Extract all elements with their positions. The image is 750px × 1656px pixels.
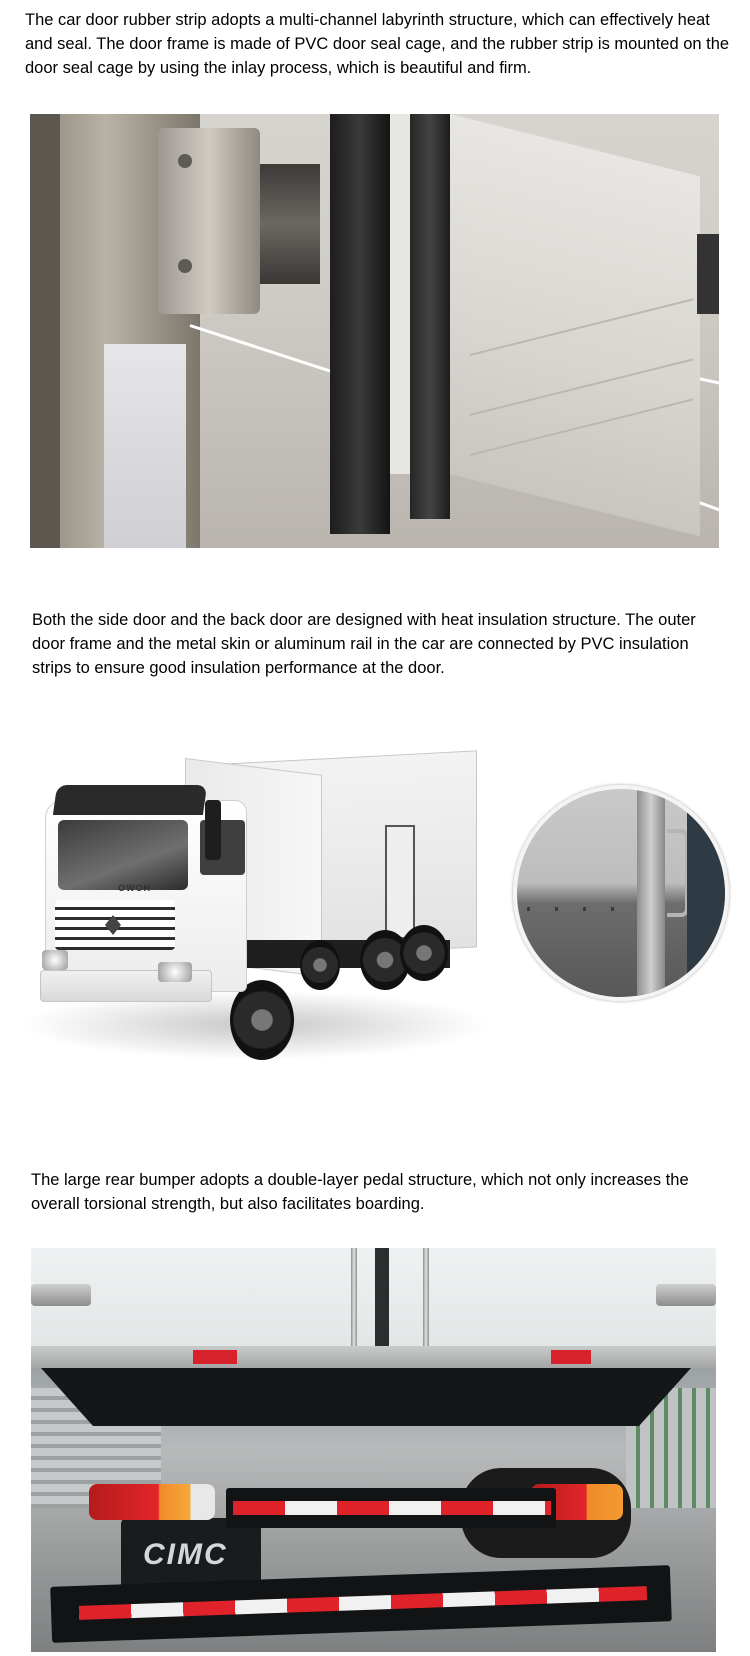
rear-bumper-paragraph: The large rear bumper adopts a double-layer pedal structure, which not only increases the overall torsional strength, but also facilitates boarding. xyxy=(31,1171,689,1213)
refrigerated-truck-photo xyxy=(0,740,750,1080)
truck-brand-label: OWOH xyxy=(118,883,151,893)
rear-bumper-photo xyxy=(31,1248,716,1652)
door-seal-photo xyxy=(30,114,719,548)
door-hinge xyxy=(158,128,260,314)
door-panel xyxy=(450,114,700,536)
insulation-paragraph: Both the side door and the back door are designed with heat insulation structure. The outer door frame and the metal skin or aluminum rail in the car are connected by PVC insulation strips to ensure good insulation performance at the door. xyxy=(32,611,696,677)
door-detail-inset xyxy=(513,785,729,1001)
rubber-seal-strip xyxy=(330,114,390,534)
side-door xyxy=(385,825,415,939)
door-handle xyxy=(667,829,689,917)
mud-flap-logo: CIMC xyxy=(143,1538,228,1571)
rear-doors xyxy=(31,1248,716,1350)
rubber-seal-strip-inner xyxy=(410,114,450,519)
reflector-strip xyxy=(104,344,186,548)
tail-light-left xyxy=(89,1484,215,1520)
door-seal-paragraph: The car door rubber strip adopts a multi-channel labyrinth structure, which can effectively heat and seal. The door frame is made of PVC door seal cage, and the rubber strip is mounted on the door seal cage by using the inlay process, which is beautiful and firm. xyxy=(25,11,730,77)
